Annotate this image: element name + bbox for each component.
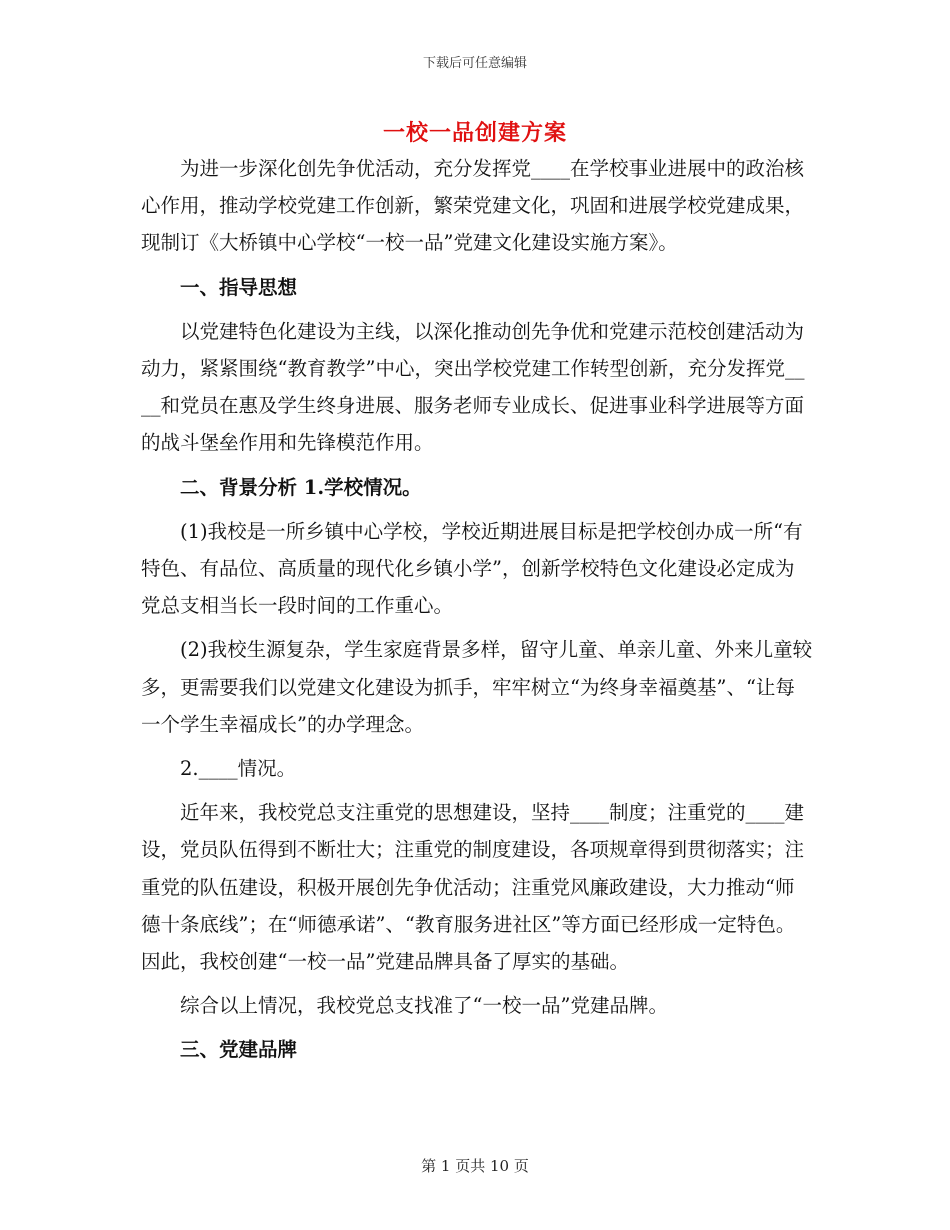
document-body <box>141 150 813 1069</box>
party-situation-paragraph: 近年来，我校党总支注重党的思想建设，坚持____制度；注重党的____建设，党员队伍得到不断壮大；注重党的制度建设，各项规章得到贯彻落实；注重党的队伍建设，积极开展创先争优活动；注重党风廉政建设，大力推动“师德十条底线”；在“师德承诺”、“教育服务进社区”等方面已经形成一定特色。因此，我校创建“一校一品”党建品牌具备了厚实的基础。 <box>141 801 805 974</box>
section-heading-background: 二、背景分析 1.学校情况。 <box>180 475 422 499</box>
guiding-ideology-paragraph: 以党建特色化建设为主线，以深化推动创先争优和党建示范校创建活动为动力，紧紧围绕“教育教学”中心，突出学校党建工作转型创新，充分发挥党____和党员在惠及学生终身进展、服务老师专业成长、促进事业科学进展等方面的战斗堡垒作用和先锋模范作用。 <box>141 319 805 455</box>
background-paragraph-2: (2)我校生源复杂，学生家庭背景多样，留守儿童、单亲儿童、外来儿童较多，更需要我们以党建文化建设为抓手，牢牢树立“为终身幸福奠基”、“让每一个学生幸福成长”的办学理念。 <box>141 638 813 736</box>
document-title: 一校一品创建方案 <box>382 120 567 146</box>
page-header: 下载后可任意编辑 <box>422 56 527 71</box>
section-heading-guiding-ideology: 一、指导思想 <box>180 275 298 299</box>
intro-paragraph: 为进一步深化创先争优活动，充分发挥党____在学校事业进展中的政治核心作用，推动学校党建工作创新，繁荣党建文化，巩固和进展学校党建成果，现制订《大桥镇中心学校“一校一品”党建文化建设实施方案》。 <box>141 157 805 255</box>
subsection-heading-2: 2.____情况。 <box>180 757 297 781</box>
section-heading-brand: 三、党建品牌 <box>180 1038 298 1062</box>
page-footer: 第 1 页共 10 页 <box>421 1157 529 1175</box>
summary-paragraph: 综合以上情况，我校党总支找准了“一校一品”党建品牌。 <box>180 994 668 1018</box>
background-paragraph-1: (1)我校是一所乡镇中心学校，学校近期进展目标是把学校创办成一所“有特色、有品位、高质量的现代化乡镇小学”，创新学校特色文化建设必定成为党总支相当长一段时间的工作重心。 <box>141 519 803 618</box>
